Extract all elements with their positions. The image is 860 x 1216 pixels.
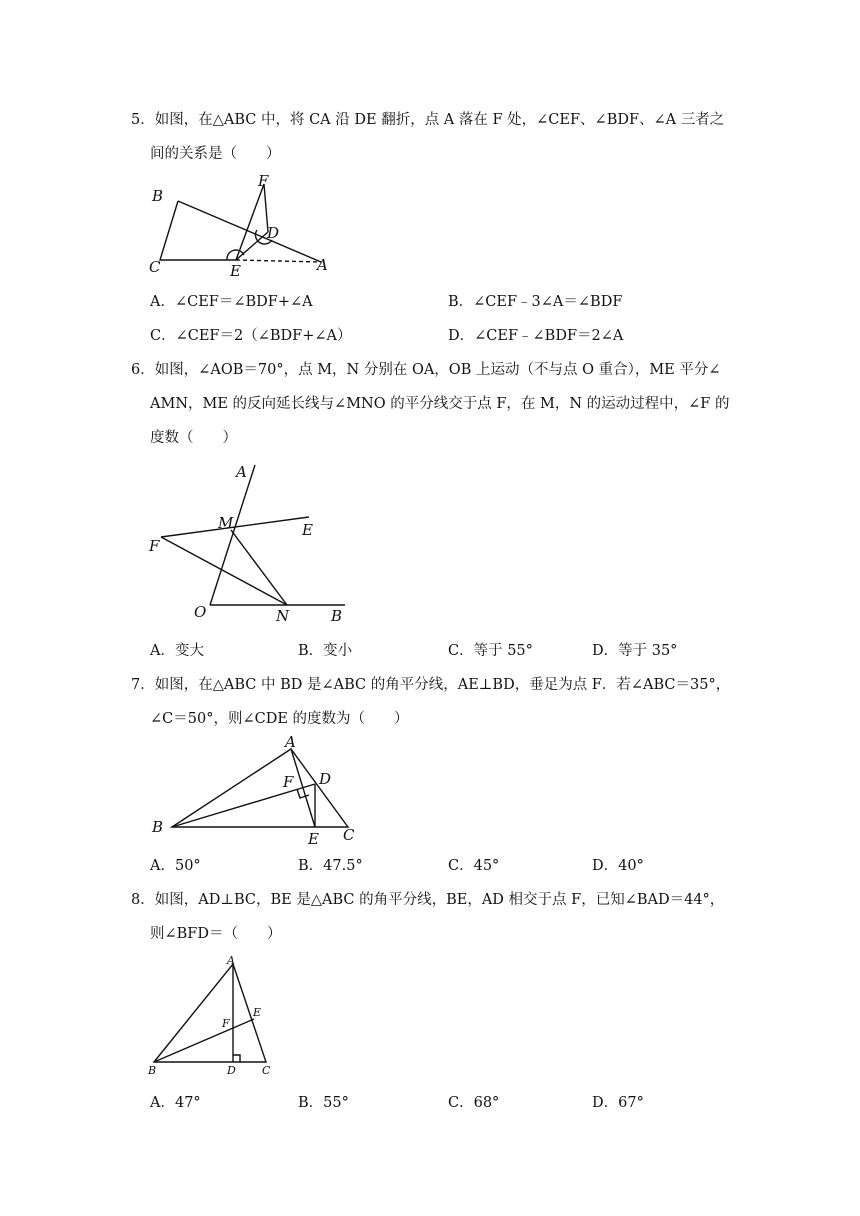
q5-label-E: E	[230, 262, 241, 280]
q6-option-a[interactable]: A．变大	[150, 643, 204, 659]
q7-option-d[interactable]: D．40°	[592, 858, 644, 874]
q5-stem-line2: 间的关系是（ ）	[150, 146, 281, 162]
q7-label-F: F	[283, 773, 294, 791]
q5-label-F: F	[258, 172, 269, 190]
q7-label-C: C	[343, 826, 355, 844]
q8-stem-line1: 8．如图，AD⊥BC，BE 是△ABC 的角平分线，BE，AD 相交于点 F，已知∠BAD＝44°，	[131, 892, 725, 908]
q5-label-A: A	[317, 256, 328, 274]
q7-option-a[interactable]: A．50°	[150, 858, 201, 874]
q6-label-A: A	[236, 463, 247, 481]
q6-option-c[interactable]: C．等于 55°	[448, 643, 533, 659]
q8-label-F: F	[222, 1017, 230, 1030]
q6-label-N: N	[276, 607, 290, 625]
q7-label-E: E	[308, 830, 319, 848]
q5-figure	[140, 170, 340, 280]
q7-stem-line1: 7．如图，在△ABC 中 BD 是∠ABC 的角平分线，AE⊥BD，垂足为点 F．若∠ABC＝35°，	[131, 677, 731, 693]
q5-option-c[interactable]: C．∠CEF＝2（∠BDF+∠A）	[150, 328, 352, 344]
q8-label-B: B	[148, 1064, 157, 1077]
q6-option-b[interactable]: B．变小	[298, 643, 353, 659]
q6-label-M: M	[218, 514, 234, 532]
q8-option-b[interactable]: B．55°	[298, 1095, 349, 1111]
q8-option-d[interactable]: D．67°	[592, 1095, 644, 1111]
q7-label-D: D	[319, 770, 332, 788]
q6-stem-line3: 度数（ ）	[150, 430, 237, 446]
q8-label-C: C	[262, 1064, 271, 1077]
q5-label-B: B	[152, 187, 164, 205]
q7-stem-line2: ∠C＝50°，则∠CDE 的度数为（ ）	[150, 711, 409, 727]
q6-option-d[interactable]: D．等于 35°	[592, 643, 678, 659]
q5-label-C: C	[149, 258, 161, 276]
q7-option-c[interactable]: C．45°	[448, 858, 500, 874]
q8-figure	[140, 950, 290, 1080]
q8-label-E: E	[253, 1006, 262, 1019]
q7-label-A: A	[285, 733, 296, 751]
q5-option-a[interactable]: A．∠CEF＝∠BDF+∠A	[150, 294, 313, 310]
q7-figure	[140, 730, 370, 850]
q6-label-E: E	[302, 521, 313, 539]
q7-label-B: B	[152, 818, 164, 836]
q6-label-O: O	[194, 603, 207, 621]
q7-option-b[interactable]: B．47.5°	[298, 858, 363, 874]
q5-option-d[interactable]: D．∠CEF﹣∠BDF＝2∠A	[448, 328, 624, 344]
q8-option-a[interactable]: A．47°	[150, 1095, 201, 1111]
q6-stem-line1: 6．如图，∠AOB＝70°，点 M，N 分别在 OA，OB 上运动（不与点 O 重合），ME 平分∠	[131, 362, 721, 378]
q8-label-D: D	[227, 1064, 236, 1077]
q5-label-D: D	[267, 224, 280, 242]
q8-label-A: A	[227, 954, 235, 967]
q8-stem-line2: 则∠BFD＝（ ）	[150, 926, 282, 942]
q6-label-F: F	[149, 537, 160, 555]
q6-figure	[140, 455, 360, 630]
q8-option-c[interactable]: C．68°	[448, 1095, 500, 1111]
q6-stem-line2: AMN，ME 的反向延长线与∠MNO 的平分线交于点 F，在 M，N 的运动过程中，∠F 的	[150, 396, 730, 412]
q5-stem-line1: 5．如图，在△ABC 中，将 CA 沿 DE 翻折，点 A 落在 F 处，∠CEF、∠BDF、∠A 三者之	[131, 112, 725, 128]
q5-option-b[interactable]: B．∠CEF﹣3∠A＝∠BDF	[448, 294, 623, 310]
q6-label-B: B	[331, 607, 343, 625]
